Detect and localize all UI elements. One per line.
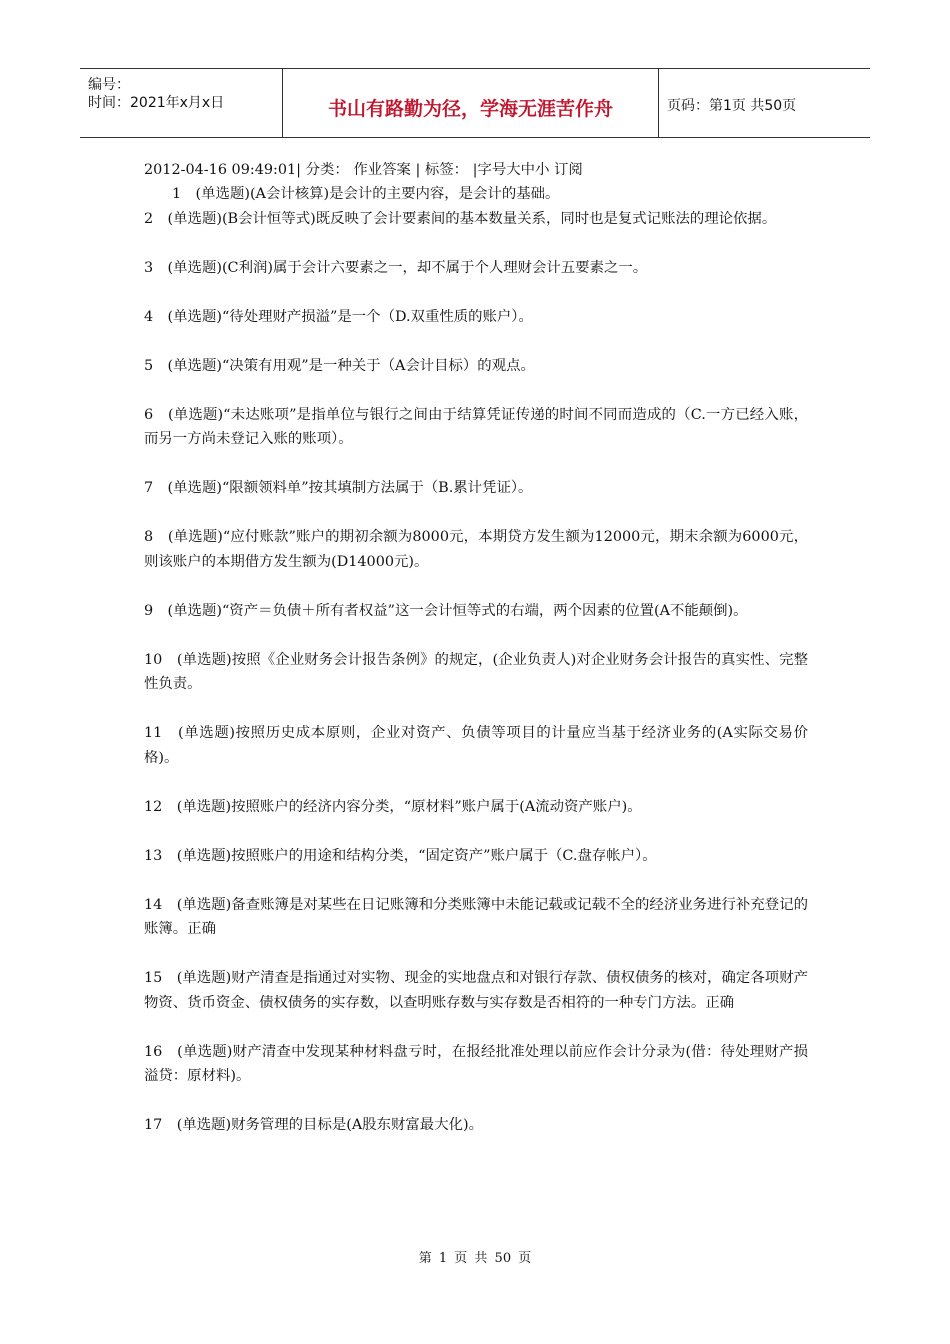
question-4: 4 (单选题)“待处理财产损溢”是一个（D.双重性质的账户）。 [144, 308, 533, 325]
question-1: 1 (单选题)(A会计核算)是会计的主要内容，是会计的基础。 [172, 186, 560, 202]
header-info-cell [80, 69, 283, 137]
page-footer: 第 1 页 共 50 页 [418, 1251, 532, 1266]
meta-line: 2012-04-16 09:49:01| 分类： 作业答案 | 标签： |字号大中小 订阅 [144, 162, 583, 178]
question-10: 10 (单选题)按照《企业财务会计报告条例》的规定，(企业负责人)对企业财务会计报告的真实性、完整性负责。 [144, 651, 808, 692]
document-body [144, 158, 808, 1138]
question-12: 12 (单选题)按照账户的经济内容分类，“原材料”账户属于(A流动资产账户)。 [144, 798, 642, 815]
question-9: 9 (单选题)“资产＝负债＋所有者权益”这一会计恒等式的右端，两个因素的位置(A不能颠倒)。 [144, 602, 748, 619]
header-motto-cell [283, 69, 659, 137]
question-3: 3 (单选题)(C利润)属于会计六要素之一，却不属于个人理财会计五要素之一。 [144, 259, 648, 276]
question-11: 11 (单选题)按照历史成本原则，企业对资产、负债等项目的计量应当基于经济业务的(A实际交易价格)。 [144, 725, 808, 766]
question-5: 5 (单选题)“决策有用观”是一种关于（A会计目标）的观点。 [144, 357, 535, 374]
document-header [80, 68, 870, 138]
question-6: 6 (单选题)“未达账项”是指单位与银行之间由于结算凭证传递的时间不同而造成的（C.一方已经入账，而另一方尚未登记入账的账项）。 [144, 406, 808, 447]
question-16: 16 (单选题)财产清查中发现某种材料盘亏时，在报经批准处理以前应作会计分录为(借：待处理财产损溢贷：原材料)。 [144, 1043, 808, 1084]
question-2: 2 (单选题)(B会计恒等式)既反映了会计要素间的基本数量关系，同时也是复式记账法的理论依据。 [144, 210, 777, 227]
question-14: 14 (单选题)备查账簿是对某些在日记账簿和分类账簿中未能记载或记载不全的经济业务进行补充登记的账簿。正确 [144, 896, 808, 937]
question-15: 15 (单选题)财产清查是指通过对实物、现金的实地盘点和对银行存款、债权债务的核对，确定各项财产物资、货币资金、债权债务的实存数，以查明账存数与实存数是否相符的一种专门方法。正确 [144, 970, 808, 1011]
question-7: 7 (单选题)“限额领料单”按其填制方法属于（B.累计凭证）。 [144, 480, 533, 496]
question-8: 8 (单选题)“应付账款”账户的期初余额为8000元，本期贷方发生额为12000元，期末余额为6000元，则该账户的本期借方发生额为(D14000元)。 [144, 529, 808, 570]
number-label: 编号： [88, 77, 130, 93]
header-page-cell [659, 69, 870, 137]
page-code: 页码：第1页 共50页 [667, 98, 797, 114]
question-13: 13 (单选题)按照账户的用途和结构分类，“固定资产”账户属于（C.盘存帐户）。 [144, 847, 657, 864]
time-label: 时间：2021年x月x日 [88, 95, 225, 111]
motto: 书山有路勤为径，学海无涯苦作舟 [327, 98, 613, 120]
question-17: 17 (单选题)财务管理的目标是(A股东财富最大化)。 [144, 1117, 483, 1133]
